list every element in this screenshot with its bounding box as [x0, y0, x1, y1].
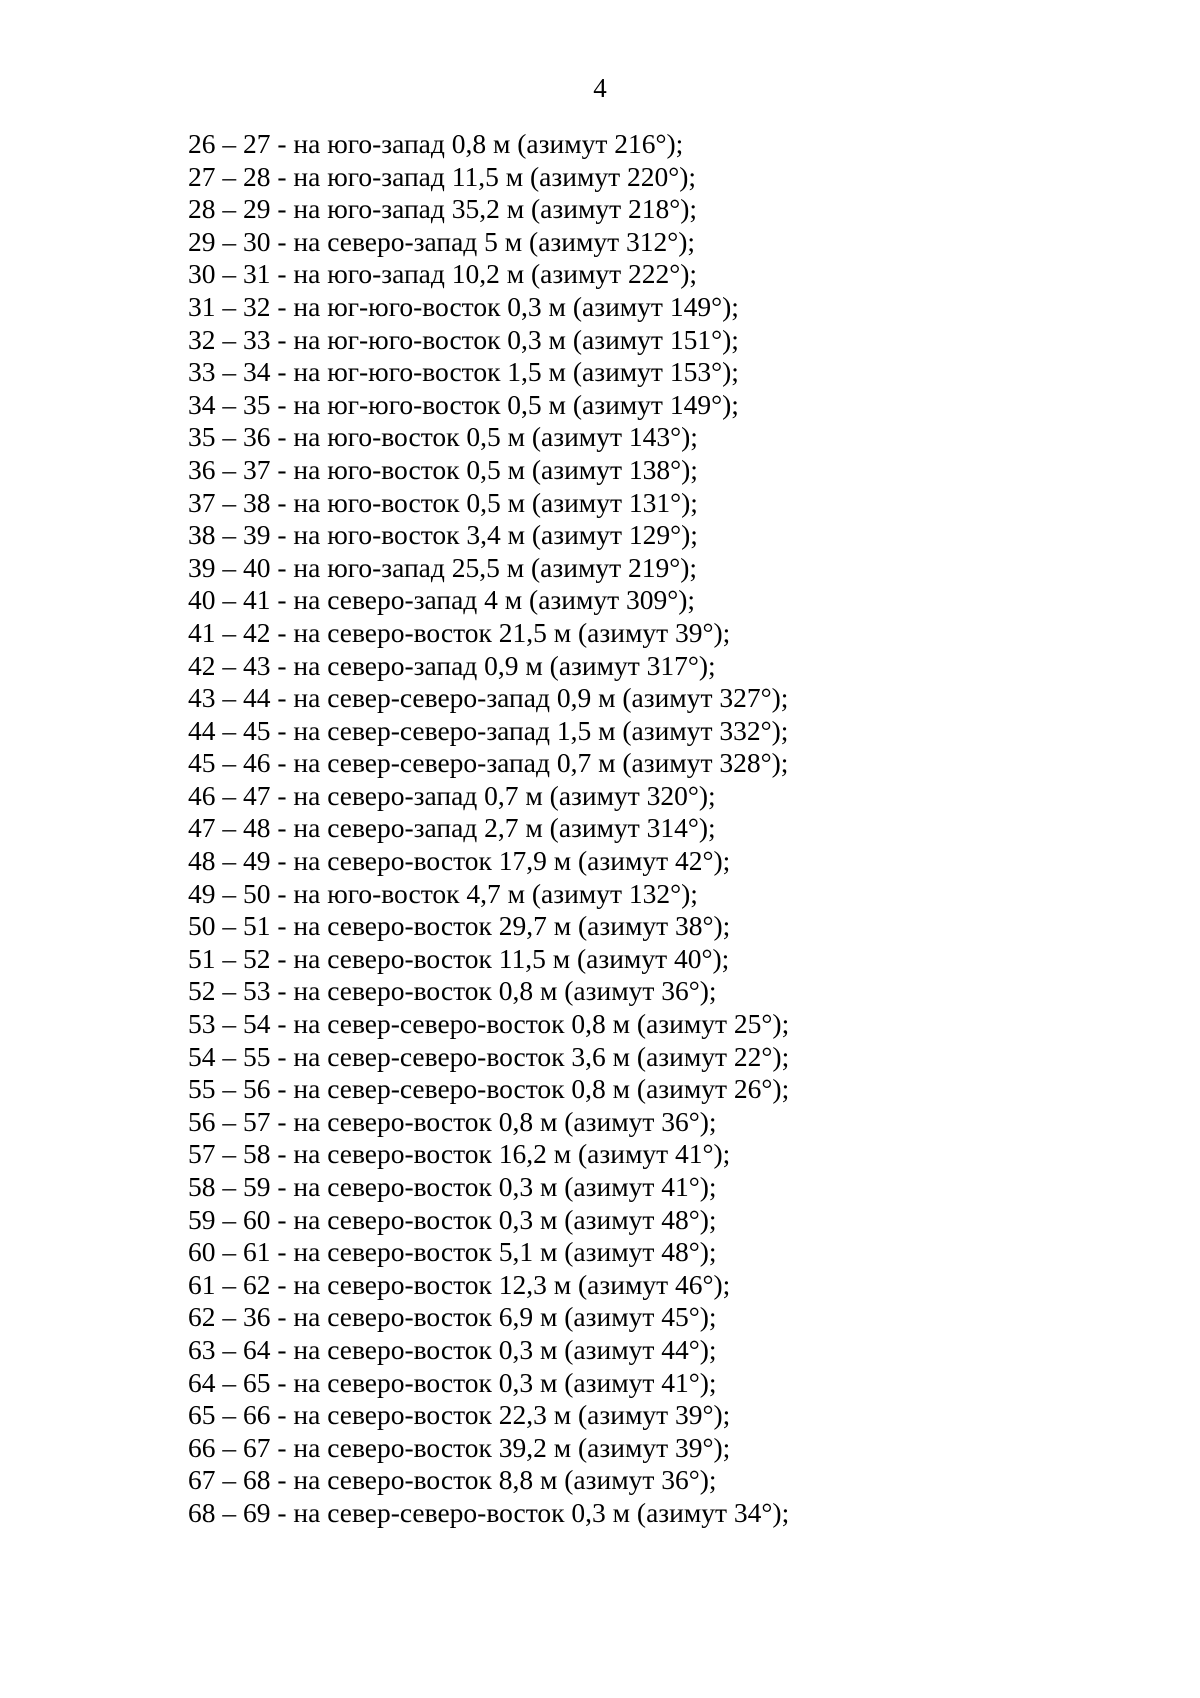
boundary-segment-line: 50 – 51 - на северо-восток 29,7 м (азимут 38°);: [188, 910, 731, 942]
boundary-segment-line: 39 – 40 - на юго-запад 25,5 м (азимут 219°);: [188, 551, 698, 583]
boundary-segment-line: 65 – 66 - на северо-восток 22,3 м (азимут 39°);: [188, 1399, 731, 1431]
boundary-segment-line: 68 – 69 - на север-северо-восток 0,3 м (азимут 34°);: [188, 1496, 790, 1528]
boundary-segment-line: 29 – 30 - на северо-запад 5 м (азимут 312°);: [188, 225, 696, 257]
boundary-segment-line: 67 – 68 - на северо-восток 8,8 м (азимут 36°);: [188, 1464, 717, 1496]
boundary-segment-line: 41 – 42 - на северо-восток 21,5 м (азимут 39°);: [188, 616, 731, 648]
boundary-segment-line: 38 – 39 - на юго-восток 3,4 м (азимут 129°);: [188, 519, 698, 551]
page-number: 4: [593, 73, 607, 103]
boundary-segment-line: 59 – 60 - на северо-восток 0,3 м (азимут 48°);: [188, 1203, 717, 1235]
boundary-segment-line: 62 – 36 - на северо-восток 6,9 м (азимут 45°);: [188, 1301, 717, 1333]
boundary-segment-line: 61 – 62 - на северо-восток 12,3 м (азимут 46°);: [188, 1268, 731, 1300]
boundary-segment-line: 60 – 61 - на северо-восток 5,1 м (азимут 48°);: [188, 1236, 717, 1268]
boundary-segment-line: 51 – 52 - на северо-восток 11,5 м (азимут 40°);: [188, 942, 730, 974]
boundary-segment-line: 55 – 56 - на север-северо-восток 0,8 м (азимут 26°);: [188, 1073, 790, 1105]
boundary-segment-line: 46 – 47 - на северо-запад 0,7 м (азимут 320°);: [188, 779, 716, 811]
boundary-segment-line: 32 – 33 - на юг-юго-восток 0,3 м (азимут 151°);: [188, 323, 739, 355]
boundary-segment-line: 40 – 41 - на северо-запад 4 м (азимут 309°);: [188, 584, 696, 616]
boundary-segment-line: 44 – 45 - на север-северо-запад 1,5 м (азимут 332°);: [188, 714, 789, 746]
boundary-segment-line: 54 – 55 - на север-северо-восток 3,6 м (азимут 22°);: [188, 1040, 790, 1072]
boundary-segment-line: 42 – 43 - на северо-запад 0,9 м (азимут 317°);: [188, 649, 716, 681]
boundary-segment-line: 45 – 46 - на север-северо-запад 0,7 м (азимут 328°);: [188, 747, 789, 779]
boundary-segment-line: 56 – 57 - на северо-восток 0,8 м (азимут 36°);: [188, 1105, 717, 1137]
boundary-segment-line: 53 – 54 - на север-северо-восток 0,8 м (азимут 25°);: [188, 1008, 790, 1040]
boundary-segment-line: 27 – 28 - на юго-запад 11,5 м (азимут 220°);: [188, 160, 697, 192]
boundary-segment-line: 64 – 65 - на северо-восток 0,3 м (азимут 41°);: [188, 1366, 717, 1398]
boundary-segment-line: 43 – 44 - на север-северо-запад 0,9 м (азимут 327°);: [188, 682, 789, 714]
boundary-segment-line: 37 – 38 - на юго-восток 0,5 м (азимут 131°);: [188, 486, 698, 518]
boundary-segment-line: 63 – 64 - на северо-восток 0,3 м (азимут 44°);: [188, 1333, 717, 1365]
boundary-segment-line: 47 – 48 - на северо-запад 2,7 м (азимут 314°);: [188, 812, 716, 844]
boundary-segment-line: 49 – 50 - на юго-восток 4,7 м (азимут 132°);: [188, 877, 698, 909]
boundary-segment-line: 66 – 67 - на северо-восток 39,2 м (азимут 39°);: [188, 1431, 731, 1463]
boundary-description-list: [188, 128, 789, 1530]
boundary-segment-line: 57 – 58 - на северо-восток 16,2 м (азимут 41°);: [188, 1138, 731, 1170]
boundary-segment-line: 33 – 34 - на юг-юго-восток 1,5 м (азимут 153°);: [188, 356, 739, 388]
boundary-segment-line: 58 – 59 - на северо-восток 0,3 м (азимут 41°);: [188, 1171, 717, 1202]
boundary-segment-line: 31 – 32 - на юг-юго-восток 0,3 м (азимут 149°);: [188, 290, 739, 322]
boundary-segment-line: 36 – 37 - на юго-восток 0,5 м (азимут 138°);: [188, 453, 698, 485]
boundary-segment-line: 28 – 29 - на юго-запад 35,2 м (азимут 218°);: [188, 193, 698, 225]
boundary-segment-line: 30 – 31 - на юго-запад 10,2 м (азимут 222°);: [188, 258, 698, 290]
boundary-segment-line: 48 – 49 - на северо-восток 17,9 м (азимут 42°);: [188, 845, 731, 877]
boundary-segment-line: 35 – 36 - на юго-восток 0,5 м (азимут 143°);: [188, 421, 698, 453]
boundary-segment-line: 52 – 53 - на северо-восток 0,8 м (азимут 36°);: [188, 975, 717, 1007]
boundary-segment-line: 34 – 35 - на юг-юго-восток 0,5 м (азимут 149°);: [188, 388, 739, 420]
boundary-segment-line: 26 – 27 - на юго-запад 0,8 м (азимут 216°);: [188, 128, 684, 159]
